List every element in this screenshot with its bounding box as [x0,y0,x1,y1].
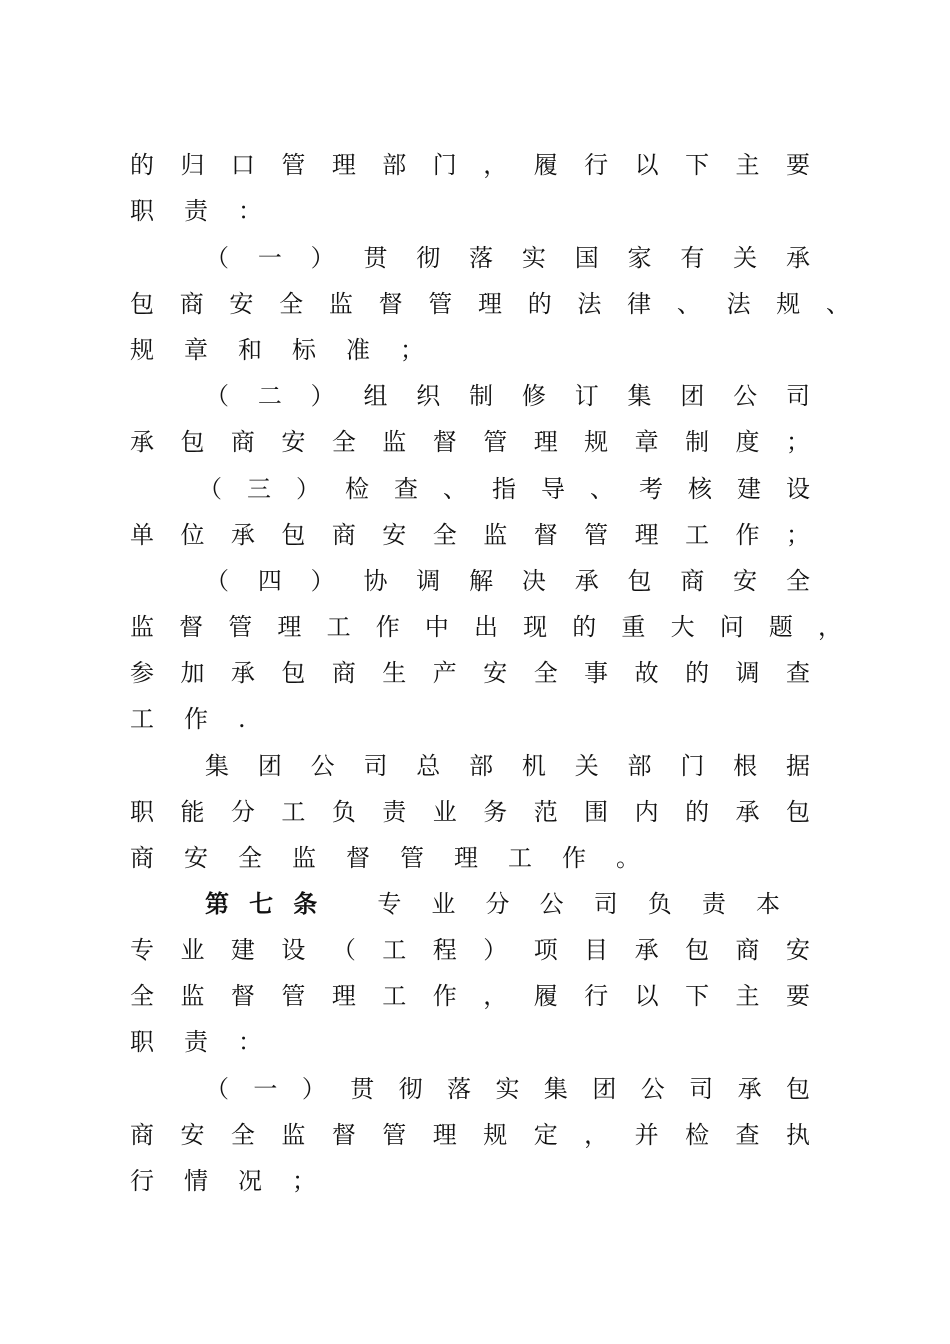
text-line: 全监督管理工作，履行以下主要 [130,982,810,1010]
text-line: 商安全监督管理工作。 [130,844,670,872]
text-line: 参加承包商生产安全事故的调查 [130,659,810,687]
text-line: 的归口管理部门，履行以下主要 [130,151,810,179]
article-heading-line [205,886,810,922]
text-line: 行情况； [130,1167,346,1195]
text-line: 规章和标准； [130,336,454,364]
text-line: 包商安全监督管理的法律、法规、 [130,290,850,318]
text-line: 商安全监督管理规定，并检查执 [130,1121,810,1149]
article-text: 专业分公司负责本 [377,890,811,918]
text-line: 职能分工负责业务范围内的承包 [130,798,810,826]
text-line: 集团公司总部机关部门根据 [205,752,810,780]
text-line: 监督管理工作中出现的重大问题， [130,613,842,641]
article-label: 第七条 [205,890,338,918]
text-line: 职责： [130,1028,292,1056]
text-line: 单位承包商安全监督管理工作； [130,521,810,549]
text-line: （一）贯彻落实集团公司承包 [205,1075,810,1103]
text-line: 工作. [130,705,276,733]
text-line: 承包商安全监督管理规章制度； [130,428,810,456]
text-line: 专业建设（工程）项目承包商安 [130,936,810,964]
text-line: （四）协调解决承包商安全 [205,567,810,595]
text-line: （一）贯彻落实国家有关承 [205,244,810,272]
text-line: 职责： [130,197,292,225]
text-line: （二）组织制修订集团公司 [205,382,810,410]
text-line: （三）检查、指导、考核建设 [198,475,810,503]
